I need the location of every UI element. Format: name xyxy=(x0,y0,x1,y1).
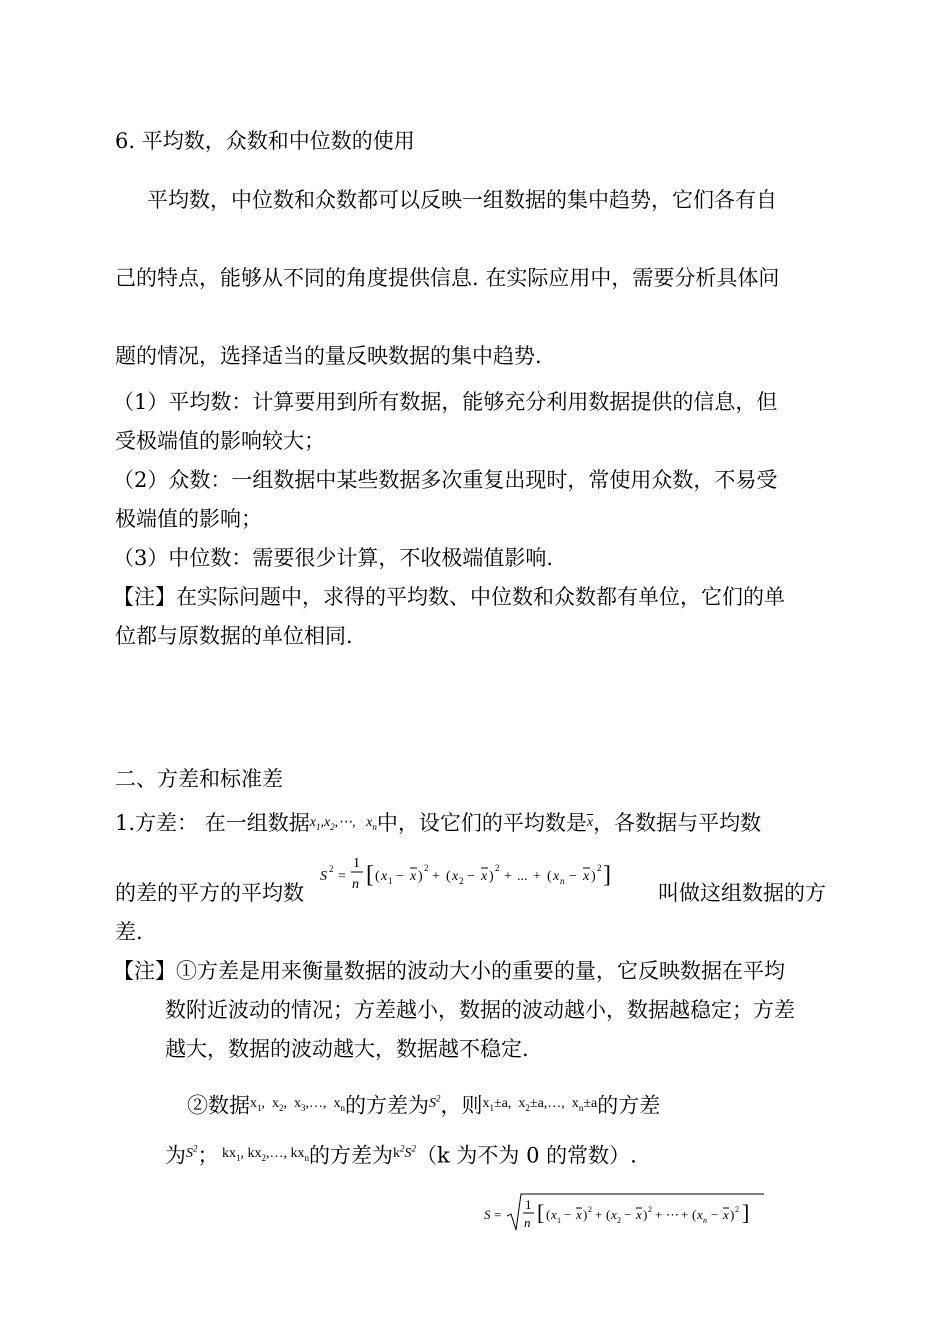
svg-text:(: ( xyxy=(606,1207,611,1222)
note-variance-line-1: 【注】①方差是用来衡量数据的波动大小的重要的量，它反映数据在平均 xyxy=(113,959,785,983)
paragraph-line-3: 题的情况，选择适当的量反映数据的集中趋势. xyxy=(115,344,542,368)
svg-text:−: − xyxy=(396,869,404,884)
svg-text:...: ... xyxy=(517,869,528,884)
svg-text:(: ( xyxy=(547,869,552,884)
svg-text:+: + xyxy=(432,869,440,884)
svg-text:n: n xyxy=(703,1216,707,1225)
svg-text:−: − xyxy=(711,1207,719,1222)
scaled-variance-symbol: k2S2 xyxy=(393,1143,416,1161)
paragraph-line-1: 平均数，中位数和众数都可以反映一组数据的集中趋势，它们各有自 xyxy=(147,188,777,212)
definition-text-b: 中，设它们的平均数是 xyxy=(376,811,587,835)
section-heading-variance: 二、方差和标准差 xyxy=(115,767,283,791)
note-variance-line-2: 数附近波动的情况；方差越小，数据的波动越小，数据越稳定；方差 xyxy=(165,998,795,1022)
svg-text:S: S xyxy=(484,1207,491,1222)
svg-text:2: 2 xyxy=(597,863,602,873)
svg-text:S: S xyxy=(320,869,327,884)
svg-text:x: x xyxy=(553,869,560,884)
svg-text:2: 2 xyxy=(588,1205,592,1214)
svg-text:1: 1 xyxy=(388,876,393,886)
svg-text:+: + xyxy=(655,1207,663,1222)
svg-text:x: x xyxy=(452,869,459,884)
svg-text:=: = xyxy=(338,869,346,884)
svg-text:=: = xyxy=(494,1207,502,1222)
svg-text:1: 1 xyxy=(557,1216,561,1225)
svg-text:n: n xyxy=(560,876,565,886)
note-units-line-1: 【注】在实际问题中，求得的平均数、中位数和众数都有单位，它们的单 xyxy=(113,585,785,609)
scaled-data-sequence: kx1, kx2,…, kxn xyxy=(218,1145,309,1163)
data-sequence-formula: $x_1,x_2,\cdots$, $x_n$ xyxy=(309,815,377,832)
svg-text:): ) xyxy=(643,1207,648,1222)
svg-text:2: 2 xyxy=(495,863,500,873)
property-text-e: 为 xyxy=(165,1143,186,1168)
definition-text-f: 差. xyxy=(115,920,143,944)
svg-text:): ) xyxy=(418,869,423,884)
definition-text-c: ，各数据与平均数 xyxy=(593,811,762,835)
svg-text:n: n xyxy=(524,1215,531,1230)
variance-definition-line-1 xyxy=(115,808,761,842)
section-heading-6: 6. 平均数，众数和中位数的使用 xyxy=(115,129,415,153)
item-median: （3）中位数：需要很少计算，不收极端值影响. xyxy=(113,546,554,570)
property-text-d: 的方差 xyxy=(597,1093,661,1118)
svg-text:−: − xyxy=(564,1207,572,1222)
item-mode-line-1: （2）众数：一组数据中某些数据多次重复出现时，常使用众数，不易受 xyxy=(113,468,778,492)
svg-text:−: − xyxy=(467,869,475,884)
svg-text:x: x xyxy=(551,1207,557,1222)
property-text-a: ②数据 xyxy=(187,1093,250,1118)
svg-text:): ) xyxy=(489,869,494,884)
item-mode-line-2: 极端值的影响； xyxy=(115,507,262,531)
svg-text:x: x xyxy=(576,1207,582,1222)
svg-text:(: ( xyxy=(546,1207,551,1222)
svg-text:x: x xyxy=(381,869,388,884)
svg-text:1: 1 xyxy=(353,856,360,871)
definition-text-e: 叫做这组数据的方 xyxy=(658,881,826,905)
svg-text:+: + xyxy=(595,1207,603,1222)
svg-text:): ) xyxy=(591,869,596,884)
svg-text:]: ] xyxy=(742,1200,750,1225)
svg-text:−: − xyxy=(569,869,577,884)
note-variance-line-3: 越大，数据的波动越大，数据越不稳定. xyxy=(165,1037,529,1061)
svg-text:(: ( xyxy=(692,1207,697,1222)
svg-text:n: n xyxy=(352,877,359,892)
svg-text:+: + xyxy=(681,1207,689,1222)
data-x-sequence: x1, x2, x3,…, xn xyxy=(250,1095,345,1113)
svg-text:]: ] xyxy=(603,862,611,888)
svg-text:[: [ xyxy=(366,862,374,888)
mean-symbol: $\overline{x}$ xyxy=(586,815,594,830)
svg-text:[: [ xyxy=(537,1200,545,1225)
svg-text:2: 2 xyxy=(648,1205,652,1214)
svg-text:x: x xyxy=(481,869,488,884)
svg-text:−: − xyxy=(624,1207,632,1222)
svg-text:x: x xyxy=(636,1207,642,1222)
property-text-f: ； xyxy=(197,1143,219,1168)
property-text-g: 的方差为 xyxy=(309,1143,393,1168)
svg-text:): ) xyxy=(730,1207,735,1222)
svg-text:x: x xyxy=(583,869,590,884)
svg-text:1: 1 xyxy=(525,1197,532,1212)
shifted-data-sequence: x1±a, x2±a,…, xn±a xyxy=(482,1095,598,1113)
standard-deviation-formula xyxy=(480,1188,770,1236)
svg-text:(: ( xyxy=(375,869,380,884)
variance-symbol-2: S2 xyxy=(186,1143,198,1161)
note-units-line-2: 位都与原数据的单位相同. xyxy=(115,624,353,648)
item-mean-line-1: （1）平均数：计算要用到所有数据，能够充分利用数据提供的信息，但 xyxy=(113,390,778,414)
property-text-h: （k 为不为 0 的常数）. xyxy=(416,1143,637,1168)
note-property-line-2 xyxy=(165,1133,637,1172)
variance-formula xyxy=(318,850,658,900)
paragraph-line-2: 己的特点，能够从不同的角度提供信息. 在实际应用中，需要分析具体问 xyxy=(115,266,780,290)
svg-text:+: + xyxy=(533,869,541,884)
definition-text-d: 的差的平方的平均数 xyxy=(115,881,304,905)
svg-text:2: 2 xyxy=(424,863,429,873)
svg-text:x: x xyxy=(410,869,417,884)
svg-text:+: + xyxy=(504,869,512,884)
svg-text:⋯: ⋯ xyxy=(666,1207,679,1222)
definition-text-a: 1.方差： 在一组数据 xyxy=(115,811,310,835)
note-property-line-1 xyxy=(187,1083,660,1122)
svg-text:2: 2 xyxy=(459,876,464,886)
svg-text:): ) xyxy=(583,1207,588,1222)
property-text-c: ，则 xyxy=(440,1093,483,1118)
property-text-b: 的方差为 xyxy=(345,1093,429,1118)
svg-text:2: 2 xyxy=(735,1205,739,1214)
variance-symbol: S2 xyxy=(429,1093,441,1111)
svg-text:2: 2 xyxy=(329,864,334,874)
svg-text:2: 2 xyxy=(617,1216,621,1225)
svg-text:x: x xyxy=(723,1207,729,1222)
svg-text:(: ( xyxy=(446,869,451,884)
svg-text:x: x xyxy=(697,1207,703,1222)
item-mean-line-2: 受极端值的影响较大； xyxy=(115,429,325,453)
svg-text:x: x xyxy=(611,1207,617,1222)
